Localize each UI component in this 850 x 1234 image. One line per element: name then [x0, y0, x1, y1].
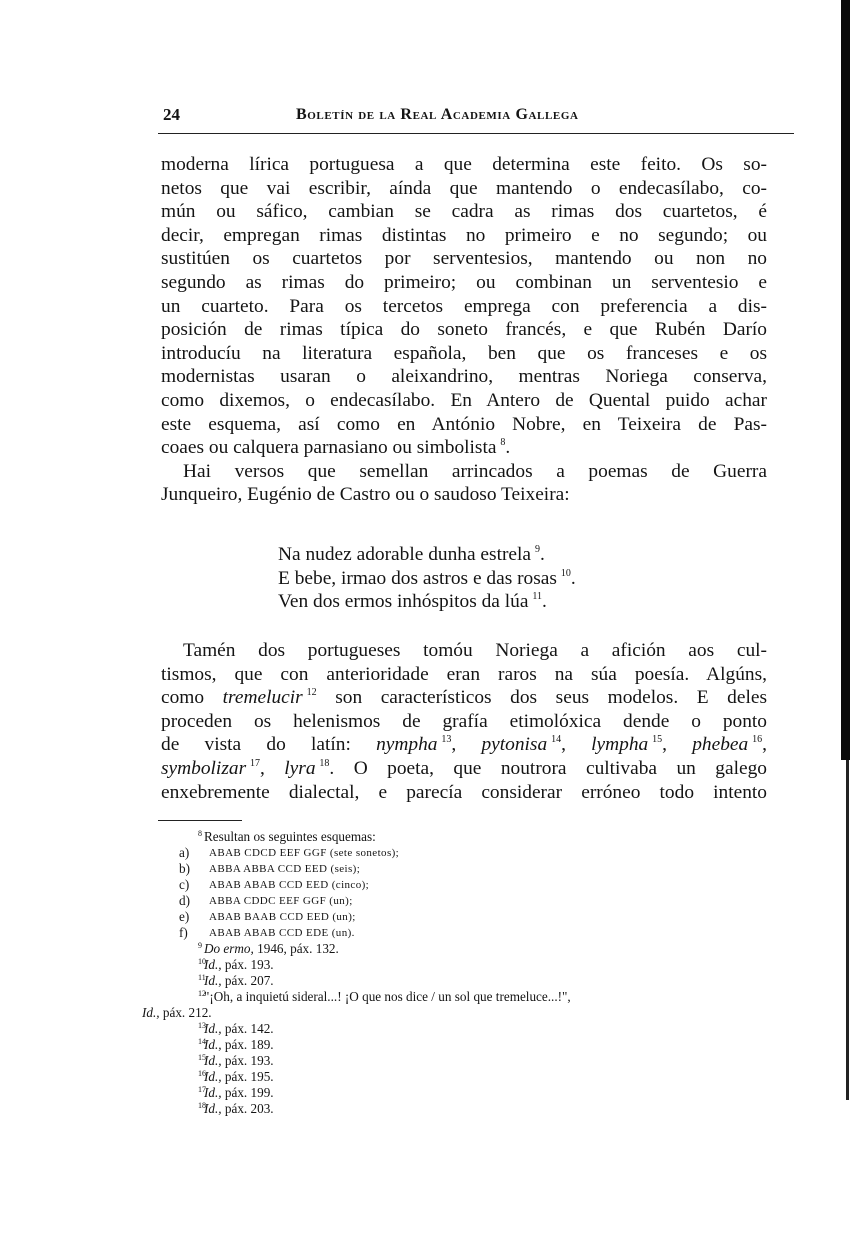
footnote-12-continued: Id., páx. 212.: [142, 1005, 212, 1020]
text-line: un cuarteto. Para os tercetos emprega con preferencia a dis-: [161, 295, 767, 317]
footnote-ref[interactable]: 13: [441, 734, 452, 746]
text-line: de vista do latín: nympha $^{13}$, pytonisa $^{14}$, lympha $^{15}$, phebea $^{16}$,: [161, 734, 767, 756]
italic-term: lyra: [284, 757, 316, 779]
verse-line: Ven dos ermos inhóspitos da lúa $^{11}$.: [278, 591, 547, 613]
text-line: como dixemos, o endecasílabo. En Antero de Quental puido achar: [161, 389, 767, 411]
text-line: decir, empregan rimas distintas no primeiro e no segundo; ou: [161, 224, 767, 246]
footnote-15: 15 Id., páx. 193.: [198, 1053, 274, 1068]
footnote-ref[interactable]: 11: [532, 591, 542, 603]
verse-line: E bebe, irmao dos astros e das rosas $^{10}$.: [278, 567, 576, 589]
text-line: este esquema, así como en António Nobre, en Teixeira de Pas-: [161, 413, 767, 435]
scheme-item: d) ABBA CDDC EEF GGF (un);: [179, 893, 353, 908]
text-line: introducíu na literatura española, ben que os franceses e os: [161, 342, 767, 364]
page-header: [163, 105, 793, 127]
footnote-ref[interactable]: 9: [534, 544, 540, 555]
scheme-item: e) ABAB BAAB CCD EED (un);: [179, 909, 356, 924]
text-line: como tremelucir $^{12}$ son característicos dos seus modelos. E deles: [161, 687, 767, 709]
footnote-ref[interactable]: 14: [551, 734, 562, 746]
text-line: proceden os helenismos de grafía etimolóxica dende o ponto: [161, 710, 767, 732]
footnote-14: 14 Id., páx. 189.: [198, 1037, 274, 1052]
text-line: segundo as rimas do primeiro; ou combinan un serventesio e: [161, 271, 767, 293]
footnotes: [142, 829, 790, 1117]
text-line: posición de rimas típica do soneto francés, e que Rubén Darío: [161, 319, 767, 341]
italic-term: phebea: [692, 734, 749, 756]
footnote-12: 12 "¡Oh, a inquietú sideral...! ¡O que nos dice / un sol que tremeluce...!",: [198, 989, 571, 1004]
footnote-mark: 8: [198, 829, 202, 838]
footnote-ref[interactable]: 8: [500, 437, 506, 449]
italic-term: pytonisa: [481, 734, 548, 756]
footnote-17: 17 Id., páx. 199.: [198, 1085, 274, 1100]
scan-edge-shadow-thin: [846, 760, 849, 1100]
paragraph-2: [161, 639, 767, 804]
footnote-ref[interactable]: 17: [250, 757, 260, 769]
scan-edge-shadow: [841, 0, 850, 760]
text-line: tismos, que con anterioridade eran raros na súa poesía. Algúns,: [161, 663, 767, 685]
footnote-ref[interactable]: 15: [652, 734, 663, 746]
footnote-ref[interactable]: 12: [306, 687, 317, 699]
header-rule: [158, 133, 794, 134]
text-line: modernistas usaran o aleixandrino, mentras Noriega conserva,: [161, 366, 767, 388]
italic-term: tremelucir: [222, 687, 303, 709]
footnote-rule: [158, 820, 242, 821]
footnote-11: 11 Id., páx. 207.: [198, 973, 274, 988]
text-line: symbolizar $^{17}$, lyra $^{18}$. O poeta, que noutrora cultivaba un galego: [161, 757, 767, 779]
text-line: mún ou sáfico, cambian se cadra as rimas dos cuartetos, é: [161, 201, 767, 223]
footnote-10: 10 Id., páx. 193.: [198, 957, 274, 972]
text-line: coaes ou calquera parnasiano ou simbolista $^8$.: [161, 437, 511, 459]
scheme-item: f) ABAB ABAB CCD EDE (un).: [179, 925, 355, 940]
italic-term: nympha: [376, 734, 438, 756]
footnote-9: 9 Do ermo, 1946, páx. 132.: [198, 941, 339, 956]
running-title: Boletín de la Real Academia Gallega: [296, 106, 579, 123]
italic-term: symbolizar: [161, 757, 247, 779]
footnote-ref[interactable]: 18: [319, 757, 330, 769]
scheme-item: c) ABAB ABAB CCD EED (cinco);: [179, 877, 370, 892]
verse-quote: [278, 543, 576, 614]
italic-term: lympha: [591, 734, 649, 756]
text-line: Tamén dos portugueses tomóu Noriega a afición aos cul-: [183, 640, 767, 661]
text-line: Junqueiro, Eugénio de Castro ou o saudoso Teixeira:: [161, 484, 570, 506]
text-line: enxebremente dialectal, e parecía considerar erróneo todo intento: [161, 781, 767, 803]
verse-line: Na nudez adorable dunha estrela $^9$.: [278, 544, 545, 565]
text-line: moderna lírica portuguesa a que determina este feito. Os so-: [161, 154, 767, 175]
text-line: Hai versos que semellan arrincados a poemas de Guerra: [183, 460, 767, 482]
footnote-18: 18 Id., páx. 203.: [198, 1101, 274, 1116]
scheme-item: a) ABAB CDCD EEF GGF (sete sonetos);: [179, 845, 400, 860]
text-line: sustitúen os cuartetos por serventesios, mantendo ou non no: [161, 248, 767, 270]
text-line: netos que vai escribir, aínda que mantendo o endecasílabo, co-: [161, 177, 767, 199]
footnote-13: 13 Id., páx. 142.: [198, 1021, 274, 1036]
scheme-item: b) ABBA ABBA CCD EED (seis);: [179, 861, 361, 876]
page-number: 24: [163, 105, 180, 124]
paragraph-1: [161, 153, 767, 507]
footnote-ref[interactable]: 10: [560, 567, 571, 579]
footnote-16: 16 Id., páx. 195.: [198, 1069, 274, 1084]
footnote-8: 8 Resultan os seguintes esquemas:: [160, 829, 790, 845]
footnote-ref[interactable]: 16: [752, 734, 763, 746]
